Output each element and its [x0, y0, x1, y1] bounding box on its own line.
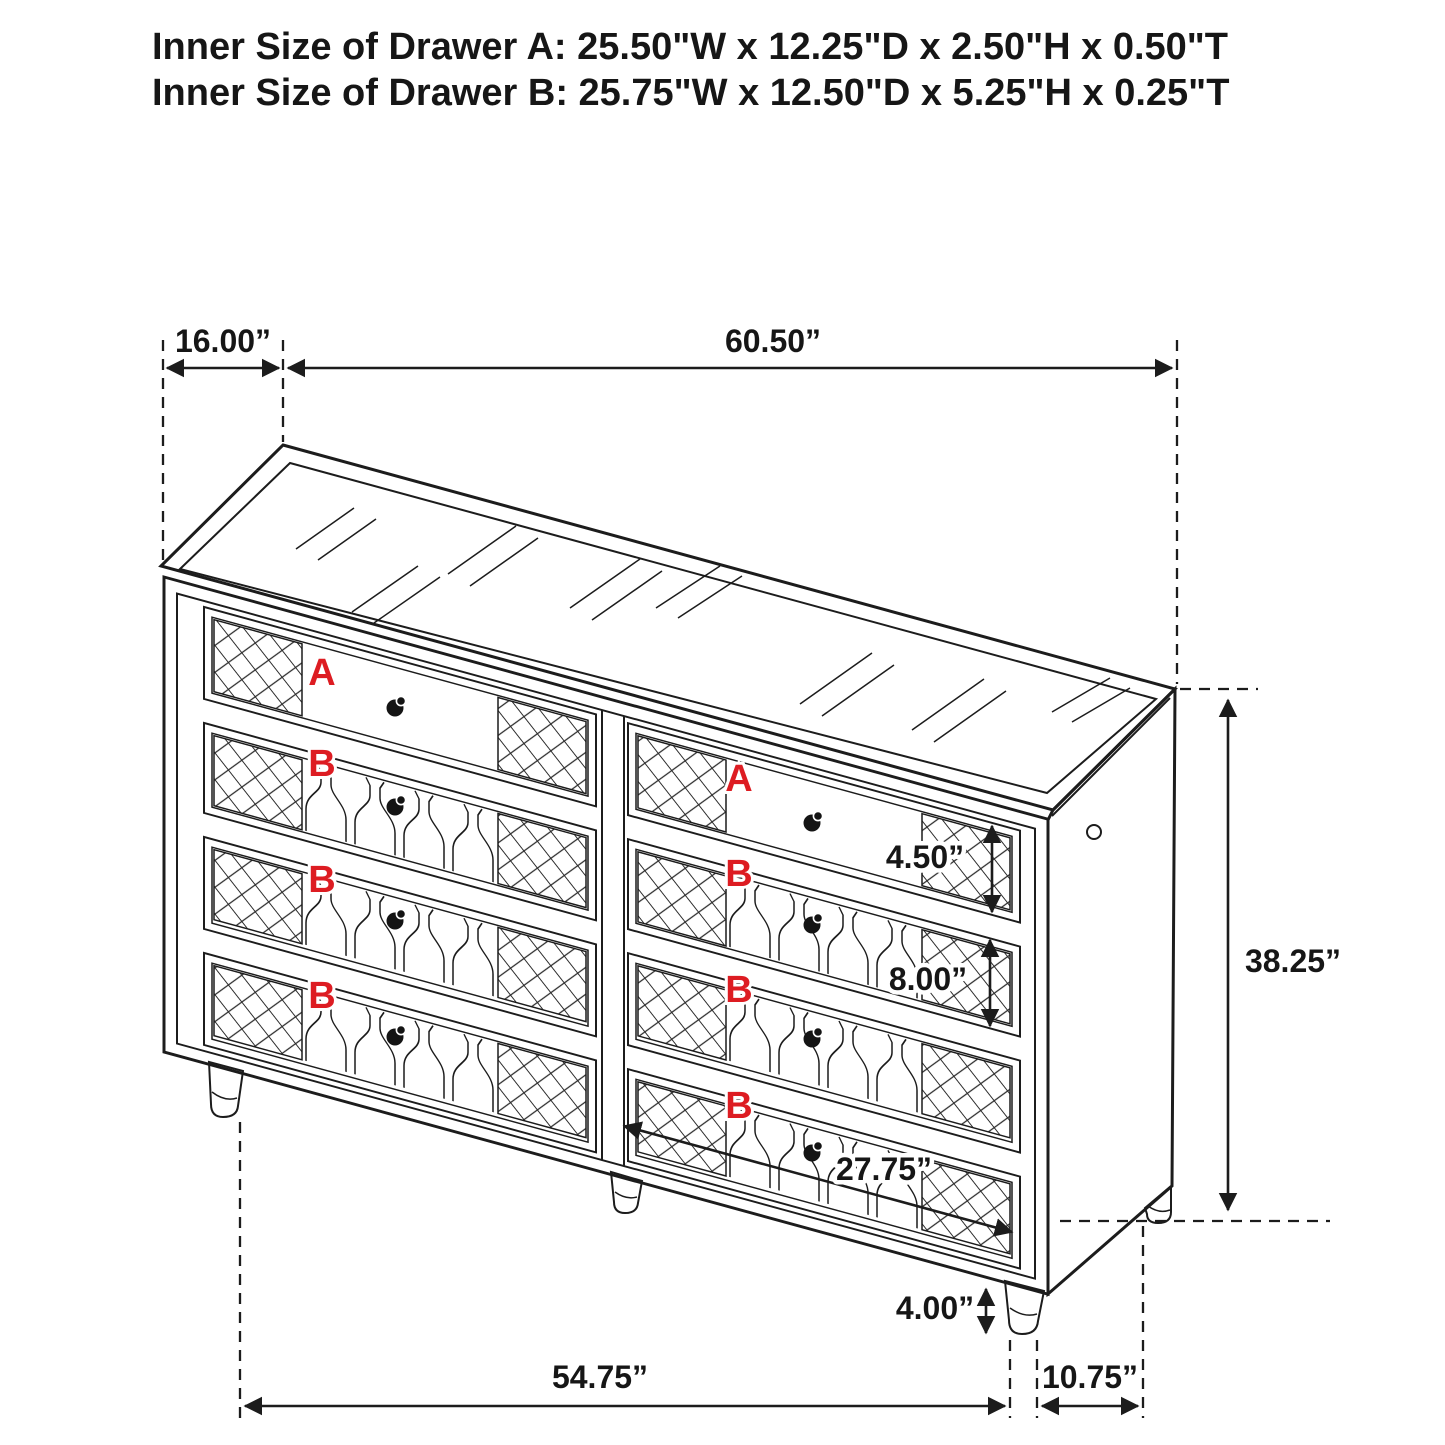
dim-top-depth: [163, 323, 283, 560]
knob-icon: [804, 1027, 823, 1047]
dim-label-16: 16.00”: [174, 323, 272, 359]
dim-label-400: 4.00”: [895, 1290, 975, 1326]
lattice-panel: [214, 620, 302, 716]
lattice-panel: [498, 928, 586, 1022]
dim-leg-height: [896, 1289, 986, 1333]
dim-overall-height: [1060, 689, 1341, 1221]
lattice-panel: [922, 1044, 1010, 1138]
lattice-panel: [638, 1082, 726, 1176]
side-peg-hole: [1087, 825, 1101, 839]
label-right-b1: B: [725, 853, 753, 895]
label-right-a: A: [725, 758, 753, 800]
dim-label-5475: 54.75”: [551, 1359, 649, 1395]
knob-icon: [387, 909, 406, 929]
lattice-panel: [498, 814, 586, 908]
lattice-panel: [214, 966, 302, 1060]
dim-label-450: 4.50”: [885, 839, 965, 875]
title-line-1: Inner Size of Drawer A: 25.50"W x 12.25"D x 2.50"H x 0.50"T: [152, 26, 1229, 68]
title-line-2: Inner Size of Drawer B: 25.75"W x 12.50"D x 5.25"H x 0.25"T: [152, 72, 1230, 114]
lattice-panel: [638, 736, 726, 832]
knob-icon: [387, 1025, 406, 1045]
label-right-b2: B: [725, 969, 753, 1011]
dresser-side-panel: [1048, 689, 1175, 1294]
label-left-a: A: [308, 652, 336, 694]
knob-icon: [804, 913, 823, 933]
title-block: [152, 26, 1229, 114]
lattice-panel: [498, 698, 586, 794]
knob-icon: [387, 696, 406, 716]
label-right-b3: B: [725, 1085, 753, 1127]
lattice-panel: [214, 850, 302, 944]
label-left-b1: B: [308, 743, 336, 785]
dim-label-2775: 27.75”: [835, 1151, 933, 1187]
lattice-panel: [922, 1160, 1010, 1254]
label-left-b2: B: [308, 859, 336, 901]
label-left-b3: B: [308, 975, 336, 1017]
side-surface: [1048, 689, 1175, 1294]
dim-bottom-depth: [1037, 1226, 1143, 1418]
dim-label-3825: 38.25”: [1244, 943, 1342, 979]
dim-label-60: 60.50”: [724, 323, 822, 359]
lattice-panel: [214, 736, 302, 830]
knob-icon: [387, 795, 406, 815]
knob-icon: [804, 1141, 823, 1161]
dim-label-800: 8.00”: [888, 961, 968, 997]
lattice-panel: [498, 1044, 586, 1138]
lattice-panel: [638, 852, 726, 946]
dim-label-1075: 10.75”: [1041, 1359, 1139, 1395]
lattice-panel: [638, 966, 726, 1060]
side-top-lip: [1052, 698, 1170, 816]
dim-top-width: [288, 323, 1177, 684]
knob-icon: [804, 811, 823, 831]
